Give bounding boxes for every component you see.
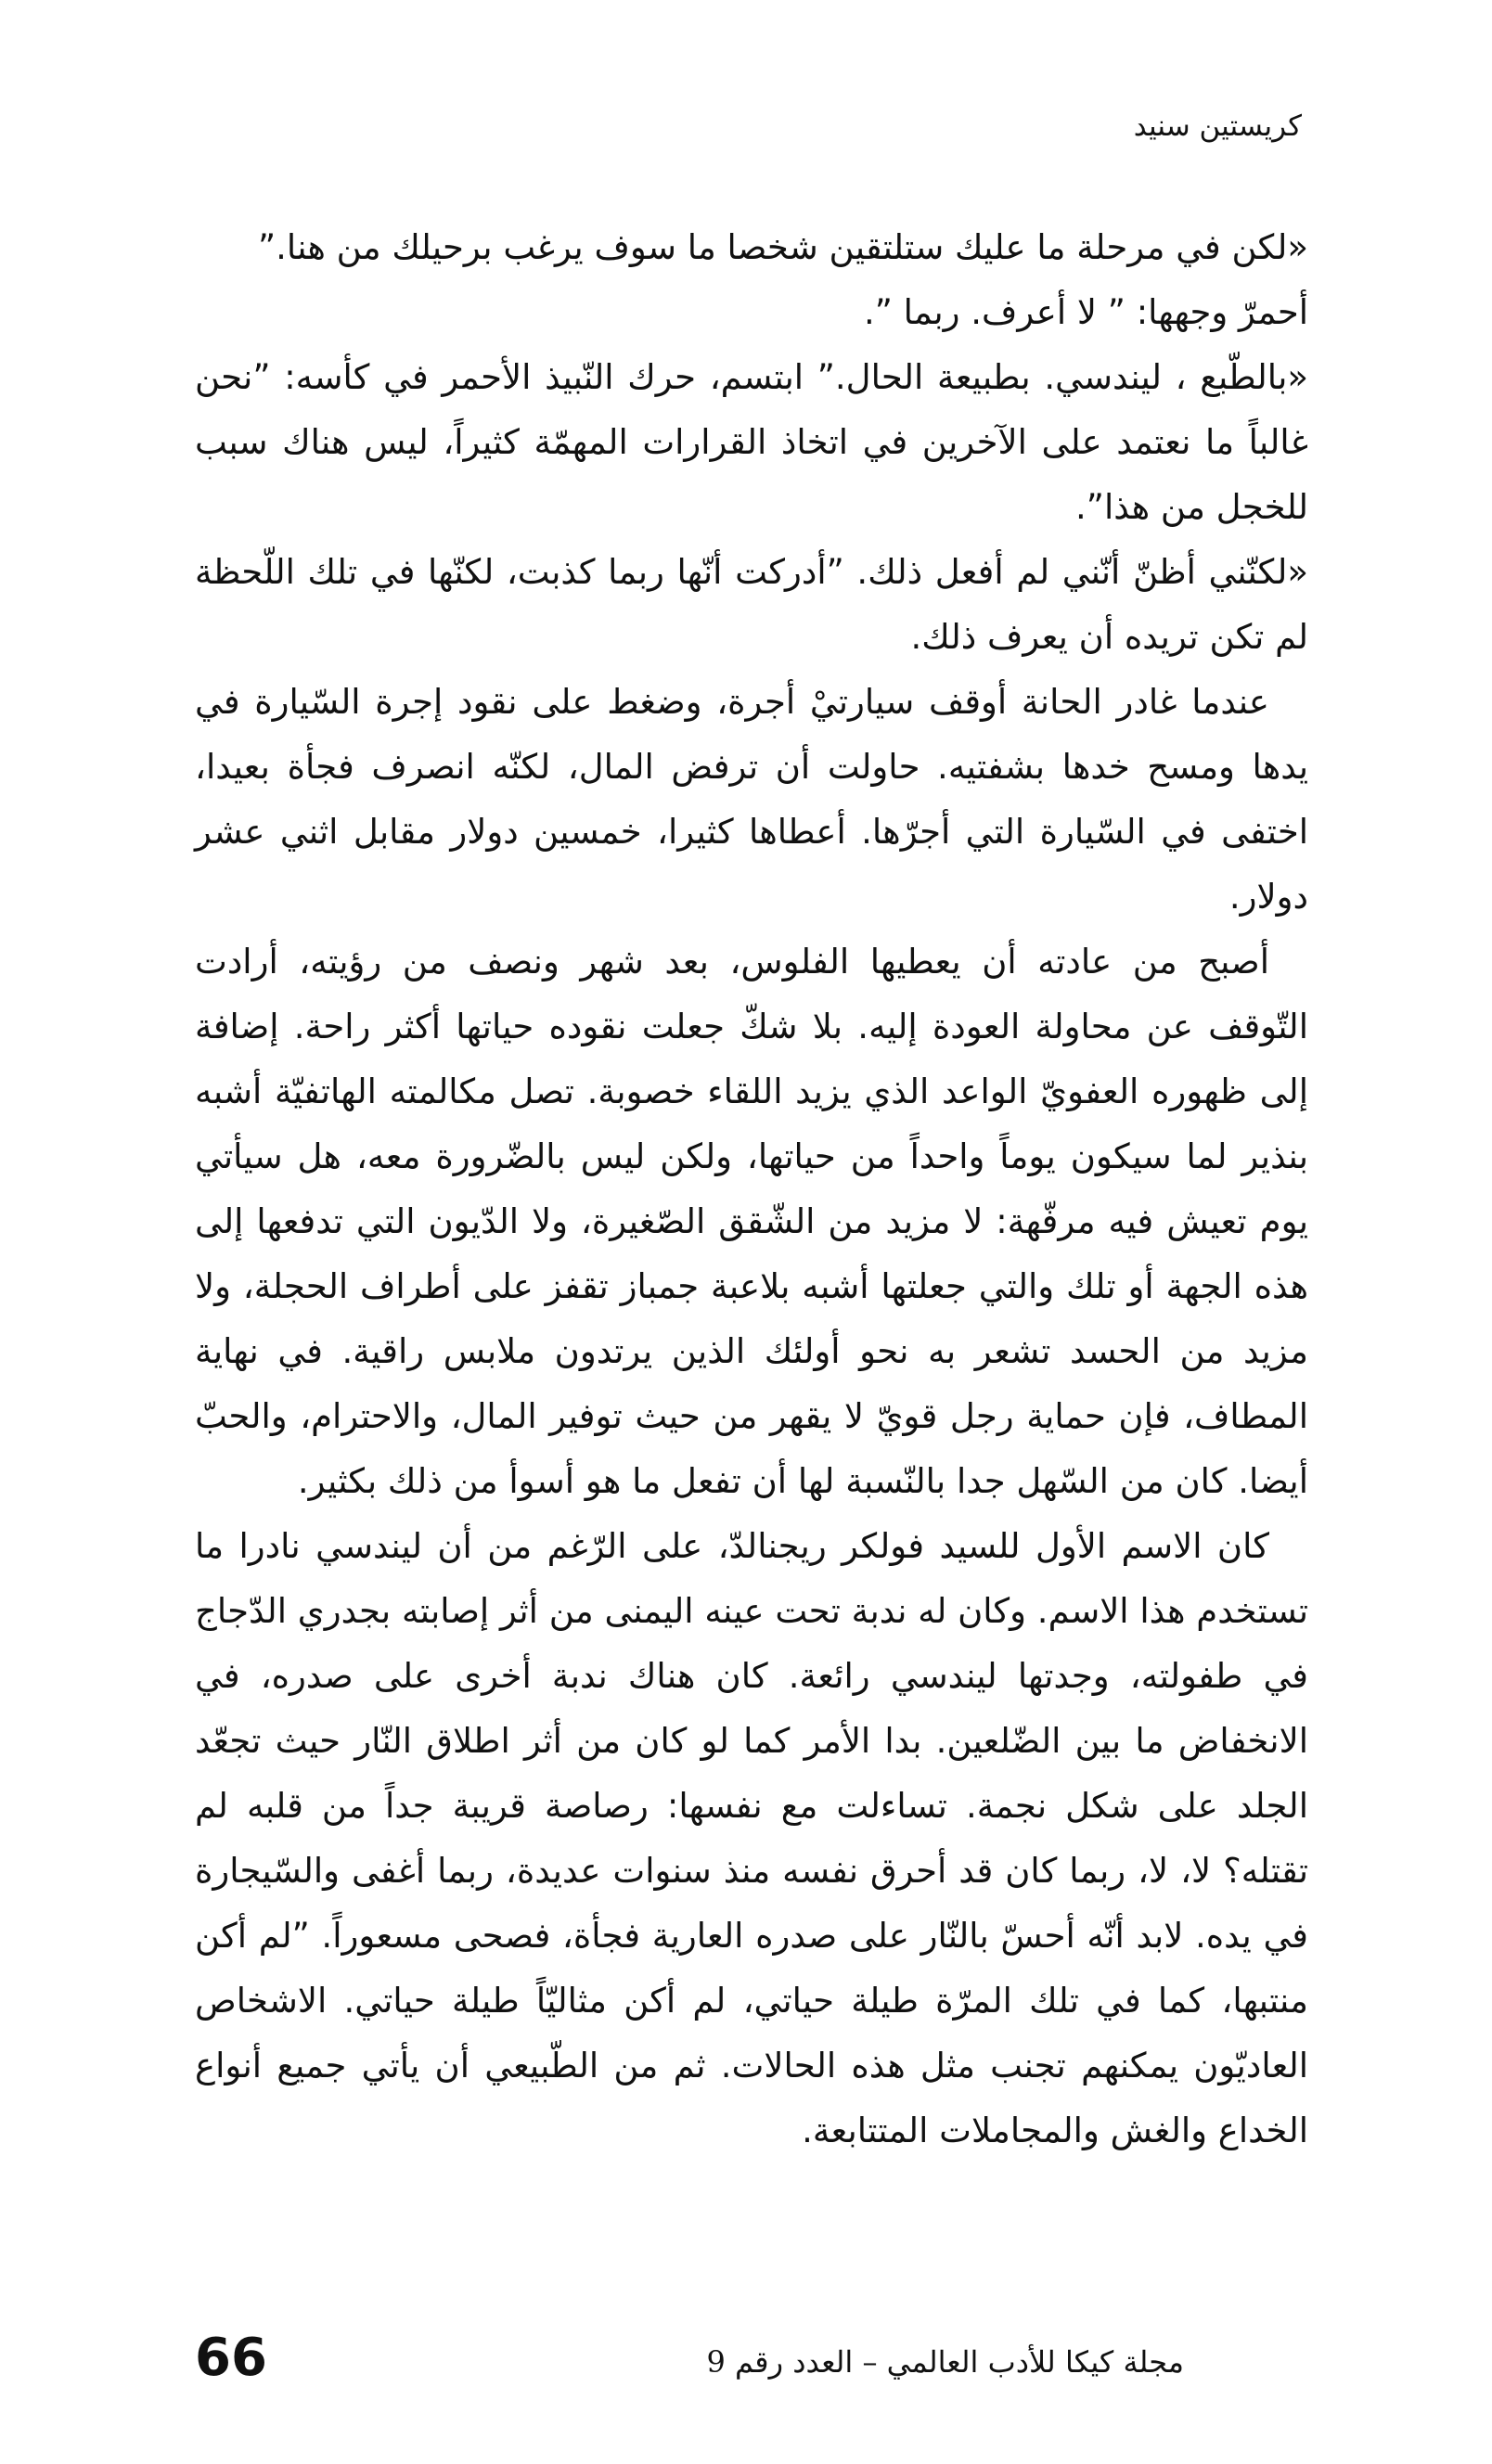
page-footer <box>195 2329 1308 2403</box>
page-number: 66 <box>195 2328 267 2388</box>
paragraph: «لكن في مرحلة ما عليك ستلتقين شخصا ما سوف يرغب برحيلك من هنا.” <box>257 227 1308 267</box>
paragraph: أصبح من عادته أن يعطيها الفلوس، بعد شهر ونصف من رؤيته، أرادت التّوقف عن محاولة العودة إليه. بلا شكّ جعلت نقوده حياتها أكثر راحة. إضافة إلى ظهوره العفويّ الواعد الذي يزيد اللقاء خصوبة. تصل مكالمته الهاتفيّة أشبه بنذير لما سيكون يوماً واحداً من حياتها، ولكن ليس بالضّرورة معه، هل سيأتي يوم تعيش فيه مرفّهة: لا مزيد من الشّقق الصّغيرة، ولا الدّيون التي تدفعها إلى هذه الجهة أو تلك والتي جعلتها أشبه بلاعبة جمباز تقفز على أطراف الحجلة، ولا مزيد من الحسد تشعر به نحو أولئك الذين يرتدون ملابس راقية. في نهاية المطاف، فإن حماية رجل قويّ لا يقهر من حيث توفير المال، والاحترام، والحبّ أيضا. كان من السّهل جدا بالنّسبة لها أن تفعل ما هو أسوأ من ذلك بكثير. <box>195 942 1308 1501</box>
paragraph: كان الاسم الأول للسيد فولكر ريجنالدّ، على الرّغم من أن ليندسي نادرا ما تستخدم هذا الاسم. وكان له ندبة تحت عينه اليمنى من أثر إصابته بجدري الدّجاج في طفولته، وجدتها ليندسي رائعة. كان هناك ندبة أخرى على صدره، في الانخفاض ما بين الضّلعين. بدا الأمر كما لو كان من أثر اطلاق النّار حيث تجعّد الجلد على شكل نجمة. تساءلت مع نفسها: رصاصة قريبة جداً من قلبه لم تقتله؟ لا، لا، ربما كان قد أحرق نفسه منذ سنوات عديدة، ربما أغفى والسّيجارة في يده. لابد أنّه أحسّ بالنّار على صدره العارية فجأة، فصحى مسعوراً. ”لم أكن منتبها، كما في تلك المرّة طيلة حياتي، لم أكن مثاليّاً طيلة حياتي. الاشخاص العاديّون يمكنهم تجنب مثل هذه الحالات. ثم من الطّبيعي أن يأتي جميع أنواع الخداع والغش والمجاملات المتتابعة. <box>194 1526 1308 2150</box>
paragraph: «لكنّني أظنّ أنّني لم أفعل ذلك. ”أدركت أنّها ربما كذبت، لكنّها في تلك اللّحظة لم تكن تريده أن يعرف ذلك. <box>195 552 1308 657</box>
paragraph: أحمرّ وجهها: ” لا أعرف. ربما ”. <box>863 292 1308 332</box>
journal-title-text: مجلة كيكا للأدب العالمي – العدد رقم 9 <box>706 2344 1184 2380</box>
paragraph: «بالطّبع ، ليندسي. بطبيعة الحال.” ابتسم، حرك النّبيذ الأحمر في كأسه: ”نحن غالباً ما نعتمد على الآخرين في اتخاذ القرارات المهمّة كثيراً، ليس هناك سبب للخجل من هذا”. <box>195 357 1308 527</box>
journal-title <box>196 2342 1184 2382</box>
running-header-author: كريستين سنيد <box>1133 109 1302 143</box>
paragraph: عندما غادر الحانة أوقف سيارتيْ أجرة، وضغط على نقود إجرة السّيارة في يدها ومسح خدها بشفتيه. حاولت أن ترفض المال، لكنّه انصرف فجأة بعيدا، اختفى في السّيارة التي أجرّها. أعطاها كثيرا، خمسين دولار مقابل اثني عشر دولار. <box>195 682 1308 917</box>
body-text <box>195 215 1308 2163</box>
